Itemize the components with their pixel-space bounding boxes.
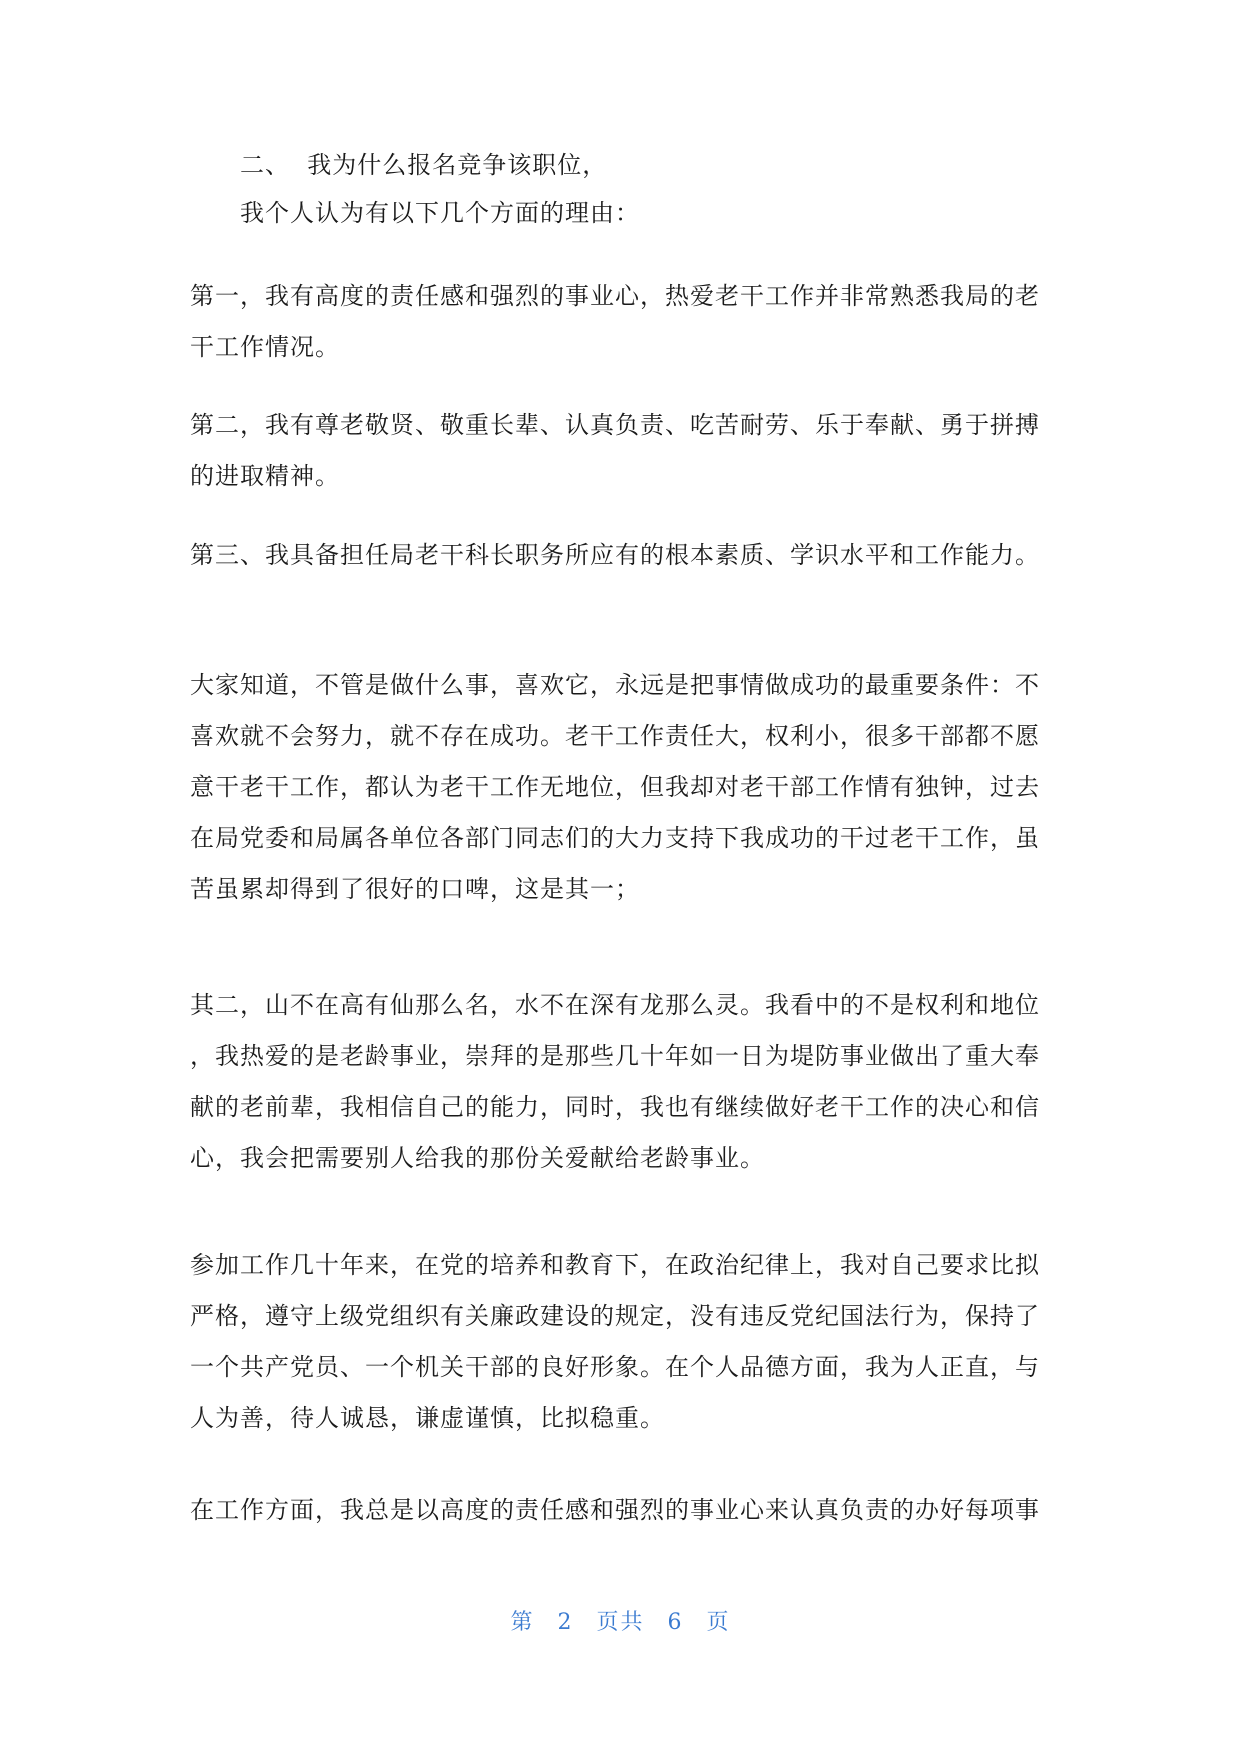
- paragraph-7: [190, 1485, 1050, 1536]
- paragraph-line: 献的老前辈，我相信自己的能力，同时，我也有继续做好老干工作的决心和信: [190, 1093, 1040, 1121]
- paragraph-line: 人为善，待人诚恳，谦虚谨慎，比拟稳重。: [190, 1404, 665, 1432]
- paragraph-6: [190, 1240, 1050, 1444]
- paragraph-line: 喜欢就不会努力，就不存在成功。老干工作责任大，权利小，很多干部都不愿: [190, 722, 1040, 750]
- paragraph-line: 干工作情况。: [190, 333, 340, 361]
- section-intro: 我个人认为有以下几个方面的理由：: [240, 199, 640, 227]
- section-heading: 二、 我为什么报名竞争该职位，: [240, 151, 608, 179]
- paragraph-line: 苦虽累却得到了很好的口啤，这是其一；: [190, 875, 640, 903]
- paragraph-2: [190, 400, 1050, 502]
- paragraph-3: [190, 530, 1050, 581]
- paragraph-line: 第三、我具备担任局老干科长职务所应有的根本素质、学识水平和工作能力。: [190, 541, 1040, 569]
- paragraph-line: 在局党委和局属各单位各部门同志们的大力支持下我成功的干过老干工作，虽: [190, 824, 1040, 852]
- paragraph-line: 意干老干工作，都认为老干工作无地位，但我却对老干部工作情有独钟，过去: [190, 773, 1040, 801]
- paragraph-line: 第一，我有高度的责任感和强烈的事业心，热爱老干工作并非常熟悉我局的老: [190, 282, 1040, 310]
- paragraph-line: 心，我会把需要别人给我的那份关爱献给老龄事业。: [190, 1144, 765, 1172]
- page-number-footer: 第 2 页共 6 页: [510, 1610, 731, 1635]
- paragraph-line: ，我热爱的是老龄事业，崇拜的是那些几十年如一日为堤防事业做出了重大奉: [190, 1042, 1040, 1070]
- paragraph-line: 一个共产党员、一个机关干部的良好形象。在个人品德方面，我为人正直，与: [190, 1353, 1040, 1381]
- paragraph-line: 的进取精神。: [190, 462, 340, 490]
- paragraph-line: 大家知道，不管是做什么事，喜欢它，永远是把事情做成功的最重要条件：不: [190, 671, 1040, 699]
- paragraph-line: 在工作方面，我总是以高度的责任感和强烈的事业心来认真负责的办好每项事: [190, 1496, 1040, 1524]
- paragraph-5: [190, 980, 1050, 1184]
- paragraph-line: 其二，山不在高有仙那么名，水不在深有龙那么灵。我看中的不是权利和地位: [190, 991, 1040, 1019]
- paragraph-line: 严格，遵守上级党组织有关廉政建设的规定，没有违反党纪国法行为，保持了: [190, 1302, 1040, 1330]
- paragraph-line: 参加工作几十年来，在党的培养和教育下，在政治纪律上，我对自己要求比拟: [190, 1251, 1040, 1279]
- paragraph-line: 第二，我有尊老敬贤、敬重长辈、认真负责、吃苦耐劳、乐于奉献、勇于拼搏: [190, 411, 1040, 439]
- paragraph-4: [190, 660, 1050, 915]
- paragraph-1: [190, 271, 1050, 373]
